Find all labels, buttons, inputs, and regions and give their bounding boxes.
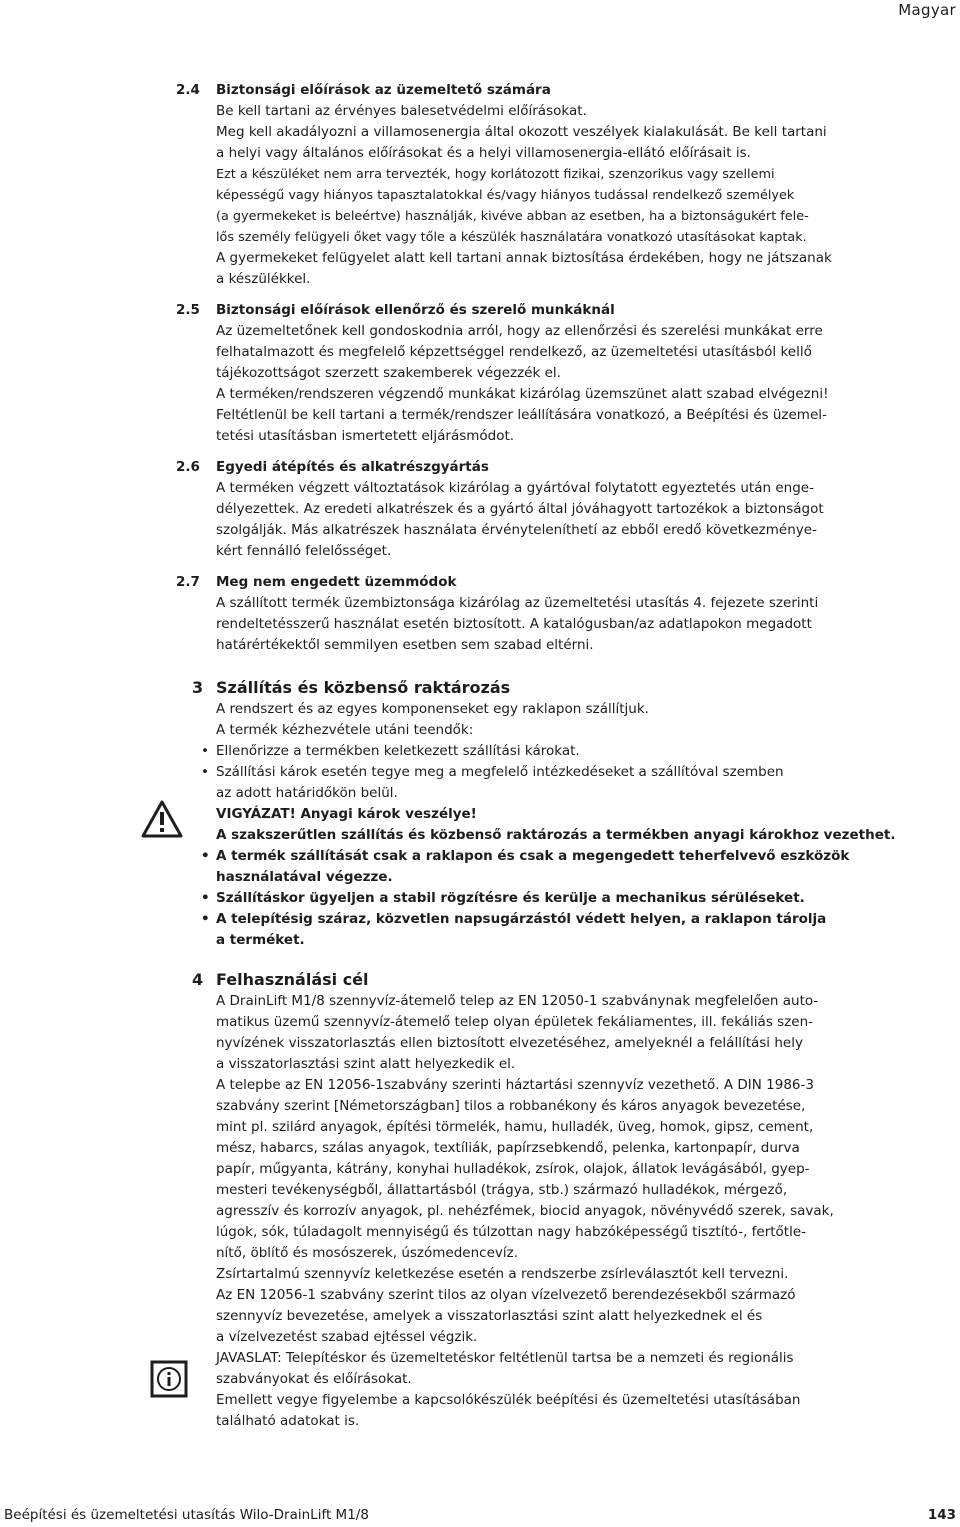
paragraph-line: Meg kell akadályozni a villamosenergia által okozott veszélyek kialakulását. Be kell tartani xyxy=(216,124,827,140)
section-number: 2.4 xyxy=(176,82,200,98)
paragraph-line: szabvány szerint [Németországban] tilos a robbanékony és káros anyagok bevezetése, xyxy=(216,1098,806,1114)
paragraph-line: Zsírtartalmú szennyvíz keletkezése esetén a rendszerbe zsírleválasztót kell tervezni. xyxy=(216,1266,789,1282)
paragraph-line: felhatalmazott és megfelelő képzettséggel rendelkező, az üzemeltetési utasításból kellő xyxy=(216,344,812,360)
paragraph-line: Feltétlenül be kell tartani a termék/rendszer leállítására vonatkozó, a Beépítési és üzemel- xyxy=(216,407,827,423)
section-title: Egyedi átépítés és alkatrészgyártás xyxy=(216,459,489,475)
paragraph-line: délyezettek. Az eredeti alkatrészek és a gyártó által jóváhagyott tartozékok a biztonságot xyxy=(216,501,824,517)
warning-text: A szakszerűtlen szállítás és közbenső raktározás a termékben anyagi károkhoz vezethet. xyxy=(216,827,896,843)
list-item-text: Ellenőrizze a termékben keletkezett szállítási károkat. xyxy=(216,743,580,759)
paragraph-line: a helyi vagy általános előírásokat és a helyi villamosenergia-ellátó előírásait is. xyxy=(216,145,751,161)
bullet-icon: • xyxy=(201,764,209,780)
paragraph-line: nyvízének visszatorlasztás ellen biztosított elvezetéséhez, amelyeknél a felállítási hely xyxy=(216,1035,803,1051)
paragraph-line: lős személy felügyeli őket vagy tőle a készülék használatára vonatkozó utasításokat kaptak. xyxy=(216,230,807,245)
section-title: Szállítás és közbenső raktározás xyxy=(216,678,511,697)
paragraph-line: Be kell tartani az érvényes balesetvédelmi előírásokat. xyxy=(216,103,587,119)
section-number: 2.7 xyxy=(176,574,200,590)
paragraph-line: Az üzemeltetőnek kell gondoskodnia arról, hogy az ellenőrzési és szerelési munkákat erre xyxy=(216,323,823,339)
list-item xyxy=(201,846,852,888)
bullet-icon: • xyxy=(201,890,210,906)
section-title: Biztonsági előírások az üzemeltető számára xyxy=(216,82,551,98)
paragraph-line: papír, műgyanta, kátrány, konyhai hulladékok, zsírok, olajok, állatok levágásából, gyep- xyxy=(216,1161,810,1177)
section-title: Meg nem engedett üzemmódok xyxy=(216,574,457,590)
warning-title: VIGYÁZAT! Anyagi károk veszélye! xyxy=(216,806,477,822)
list-item-text: A telepítésig száraz, közvetlen napsugárzástól védett helyen, a raklapon tárolja a terméket. xyxy=(216,911,827,948)
section-body xyxy=(216,969,852,1432)
paragraph-line: a készülékkel. xyxy=(216,271,311,287)
paragraph-line: Az EN 12056-1 szabvány szerint tilos az olyan vízelvezető berendezésekből származó xyxy=(216,1287,796,1303)
paragraph-line: szolgálják. Más alkatrészek használata érvényteleníthetí az ebből eredő következménye- xyxy=(216,522,817,538)
paragraph-line: szennyvíz bevezetése, amelyek a visszatorlasztási szint alatt helyezkednek el és xyxy=(216,1308,763,1324)
list-item-text: Szállítási károk esetén tegye meg a megfelelő intézkedéseket a szállítóval szemben az adott határidőkön belül. xyxy=(216,764,784,801)
paragraph-line: nítő, öblítő és mosószerek, úszómedencevíz. xyxy=(216,1245,519,1261)
section-body xyxy=(216,80,852,290)
paragraph-line: képességű vagy hiányos tapasztalatokkal és/vagy hiányos tudással rendelkező személyek xyxy=(216,188,795,203)
paragraph-line: Ezt a készüléket nem arra tervezték, hogy korlátozott fizikai, szenzorikus vagy szellemi xyxy=(216,167,775,182)
paragraph-line: mint pl. szilárd anyagok, építési törmelék, hamu, hulladék, üveg, homok, gipsz, cement, xyxy=(216,1119,814,1135)
info-icon xyxy=(150,1360,188,1398)
page-number: 143 xyxy=(927,1507,956,1523)
paragraph-line: A terméken végzett változtatások kizárólag a gyártóval folytatott egyeztetés után enge- xyxy=(216,480,814,496)
paragraph-line: matikus üzemű szennyvíz-átemelő telep olyan épületek fekáliamentes, ill. fekáliás szen- xyxy=(216,1014,813,1030)
paragraph-line: kért fennálló felelősséget. xyxy=(216,543,392,559)
paragraph-line: tájékozottságot szerzett szakemberek végezzék el. xyxy=(216,365,561,381)
section-title: Biztonsági előírások ellenőrző és szerelő munkáknál xyxy=(216,302,615,318)
paragraph-line: határértékektől semmilyen esetben sem szabad eltérni. xyxy=(216,637,594,653)
paragraph-line: A rendszert és az egyes komponenseket egy raklapon szállítjuk. xyxy=(216,701,649,717)
list-item xyxy=(201,888,852,909)
paragraph-line: a visszatorlasztási szint alatt helyezkedik el. xyxy=(216,1056,516,1072)
list-item xyxy=(201,762,852,804)
paragraph-line: a vízelvezetést szabad ejtéssel végzik. xyxy=(216,1329,478,1345)
paragraph-line: mesteri tevékenységből, állattartásból (trágya, stb.) származó hulladékok, mérgező, xyxy=(216,1182,788,1198)
section-body xyxy=(216,572,852,656)
section-body xyxy=(201,677,896,951)
paragraph-line: A gyermekeket felügyelet alatt kell tartani annak biztosítása érdekében, hogy ne játszanak xyxy=(216,250,832,266)
paragraph-line: agresszív és korrozív anyagok, pl. nehézfémek, biocid anyagok, növényvédő szerek, savak, xyxy=(216,1203,834,1219)
paragraph-line: mész, habarcs, szálas anyagok, textíliák, papírzsebkendő, pelenka, kartonpapír, durva xyxy=(216,1140,800,1156)
section-number: 3 xyxy=(192,678,204,697)
paragraph-line: Emellett vegye figyelembe a kapcsolókészülék beépítési és üzemeltetési utasításában xyxy=(216,1392,801,1408)
paragraph-line: A termék kézhezvétele utáni teendők: xyxy=(216,722,474,738)
bullet-icon: • xyxy=(201,743,209,759)
list-item xyxy=(201,741,852,762)
bullet-list xyxy=(201,741,852,804)
bullet-icon: • xyxy=(201,911,210,927)
paragraph-line: A telepbe az EN 12056-1szabvány szerinti háztartási szennyvíz vezethető. A DIN 1986-3 xyxy=(216,1077,814,1093)
warning-triangle-icon xyxy=(141,800,183,838)
paragraph-line: A terméken/rendszeren végzendő munkákat kizárólag üzemszünet alatt szabad elvégezni! xyxy=(216,386,829,402)
section-title: Felhasználási cél xyxy=(216,970,369,989)
warning-bullet-list xyxy=(201,846,852,951)
language-label: Magyar xyxy=(898,1,956,19)
section-number: 2.6 xyxy=(176,459,200,475)
paragraph-line: A szállított termék üzembiztonsága kizárólag az üzemeltetési utasítás 4. fejezete szerinti xyxy=(216,595,819,611)
paragraph-line: (a gyermekeket is beleértve) használják, kivéve abban az esetben, ha a biztonságukért fele- xyxy=(216,209,809,224)
paragraph-line: A DrainLift M1/8 szennyvíz-átemelő telep az EN 12050-1 szabványnak megfelelően auto- xyxy=(216,993,819,1009)
bullet-icon: • xyxy=(201,848,210,864)
section-body xyxy=(216,300,852,447)
section-body xyxy=(216,457,852,562)
paragraph-line: szabványokat és előírásokat. xyxy=(216,1371,412,1387)
footer-document-title: Beépítési és üzemeltetési utasítás Wilo-DrainLift M1/8 xyxy=(4,1507,369,1523)
paragraph-line: JAVASLAT: Telepítéskor és üzemeltetéskor feltétlenül tartsa be a nemzeti és regionális xyxy=(216,1350,794,1366)
paragraph-line: tetési utasításban ismertetett eljárásmódot. xyxy=(216,428,515,444)
list-item-text: A termék szállítását csak a raklapon és csak a megengedett teherfelvevő eszközök használatával végezze. xyxy=(216,848,850,885)
paragraph-line: található adatokat is. xyxy=(216,1413,360,1429)
section-number: 2.5 xyxy=(176,302,200,318)
section-number: 4 xyxy=(192,970,204,989)
paragraph-line: rendeltetésszerű használat esetén biztosított. A katalógusban/az adatlapokon megadott xyxy=(216,616,812,632)
list-item-text: Szállításkor ügyeljen a stabil rögzítésre és kerülje a mechanikus sérüléseket. xyxy=(216,890,805,906)
paragraph-line: lúgok, sók, túladagolt mennyiségű és túlzottan nagy habzóképességű tisztító-, fertőtle- xyxy=(216,1224,807,1240)
list-item xyxy=(201,909,852,951)
